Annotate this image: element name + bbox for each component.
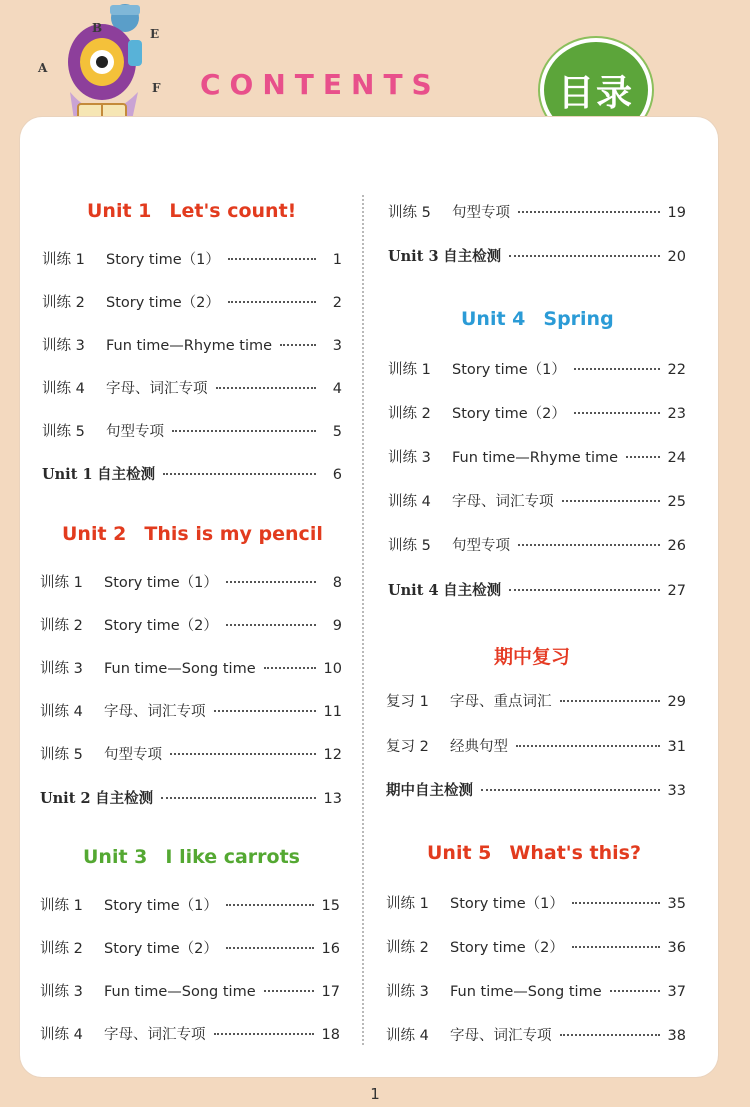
entry-page: 13 (323, 791, 342, 807)
entry-label: 训练 5 (388, 205, 431, 221)
leader-dots (509, 589, 659, 591)
entry-label: 训练 1 (388, 362, 431, 378)
entry-title: Story time（2） (450, 940, 564, 956)
entry-label: 训练 5 (40, 747, 83, 763)
entry-title: Fun time—Rhyme time (452, 450, 619, 466)
unit-2-label: Unit 2 (62, 523, 127, 545)
unit-2-name: This is my pencil (144, 523, 323, 545)
unit-4-label: Unit 4 (461, 308, 526, 330)
toc-entry[interactable] (40, 657, 342, 678)
entry-label: 训练 4 (42, 381, 85, 397)
toc-entry[interactable] (40, 571, 342, 592)
entry-label: 训练 4 (386, 1028, 429, 1044)
leader-dots (226, 904, 314, 906)
entry-label: 训练 3 (388, 450, 431, 466)
toc-entry[interactable] (388, 534, 686, 555)
entry-title: Story time（2） (452, 406, 566, 422)
entry-page: 12 (323, 747, 342, 763)
leader-dots (226, 581, 316, 583)
unit-1-heading (87, 200, 296, 222)
toc-entry[interactable] (388, 490, 686, 511)
entry-label: Unit 3 (388, 248, 439, 265)
unit-4-heading (461, 308, 614, 330)
entry-title: 字母、词汇专项 (104, 704, 206, 720)
entry-page: 33 (667, 783, 686, 799)
leader-dots (574, 412, 660, 414)
unit-3-name: I like carrots (165, 846, 300, 868)
entry-page: 19 (667, 205, 686, 221)
entry-label: 训练 3 (40, 661, 83, 677)
leader-dots (516, 745, 660, 747)
entry-page: 27 (667, 583, 686, 599)
toc-entry[interactable] (386, 1024, 686, 1045)
entry-label: 训练 2 (42, 295, 85, 311)
entry-label: 训练 3 (386, 984, 429, 1000)
entry-page: 8 (332, 575, 342, 591)
entry-title: Fun time—Song time (450, 984, 602, 1000)
leader-dots (170, 753, 316, 755)
toc-entry[interactable] (386, 892, 686, 913)
entry-title: 句型专项 (452, 205, 510, 221)
toc-entry[interactable] (42, 248, 342, 269)
entry-title: Story time（2） (106, 295, 220, 311)
entry-label: 训练 5 (42, 424, 85, 440)
entry-page: 2 (332, 295, 342, 311)
leader-dots (562, 500, 660, 502)
leader-dots (560, 700, 660, 702)
mascot-letter-e: E (150, 27, 160, 41)
leader-dots (161, 797, 315, 799)
unit-3-heading (83, 846, 300, 868)
leader-dots (518, 544, 660, 546)
entry-label: Unit 1 (42, 466, 93, 483)
leader-dots (518, 211, 660, 213)
entry-title: Story time（2） (104, 618, 218, 634)
leader-dots (163, 473, 316, 475)
entry-page: 16 (321, 941, 340, 957)
toc-entry[interactable] (40, 937, 340, 958)
leader-dots (264, 990, 314, 992)
leader-dots (264, 667, 316, 669)
leader-dots (228, 258, 316, 260)
entry-label: 训练 2 (40, 941, 83, 957)
leader-dots (216, 387, 317, 389)
entry-title: 经典句型 (450, 739, 508, 755)
toc-entry[interactable] (388, 446, 686, 467)
leader-dots (226, 624, 316, 626)
entry-page: 18 (321, 1027, 340, 1043)
entry-title: 句型专项 (104, 747, 162, 763)
entry-title: Story time（1） (450, 896, 564, 912)
toc-entry[interactable] (386, 735, 686, 756)
toc-entry[interactable] (386, 690, 686, 711)
entry-page: 38 (667, 1028, 686, 1044)
leader-dots (226, 947, 314, 949)
entry-page: 26 (667, 538, 686, 554)
toc-entry[interactable] (42, 377, 342, 398)
toc-entry[interactable] (42, 420, 342, 441)
toc-entry[interactable] (386, 936, 686, 957)
leader-dots (574, 368, 660, 370)
entry-label: 复习 1 (386, 694, 429, 710)
entry-page: 24 (667, 450, 686, 466)
leader-dots (572, 946, 660, 948)
column-divider (362, 195, 364, 1045)
unit-1-label: Unit 1 (87, 200, 152, 222)
toc-entry[interactable] (40, 743, 342, 764)
entry-title: Story time（2） (104, 941, 218, 957)
entry-label: Unit 2 (40, 790, 91, 807)
toc-entry[interactable] (40, 894, 340, 915)
entry-title: 自主检测 (443, 582, 502, 599)
entry-title: 自主检测 (443, 248, 502, 265)
leader-dots (172, 430, 316, 432)
entry-label: 复习 2 (386, 739, 429, 755)
entry-title: Story time（1） (106, 252, 220, 268)
mascot-letter-a: A (38, 61, 48, 75)
leader-dots (572, 902, 660, 904)
toc-entry-self-check[interactable] (40, 787, 342, 808)
entry-page: 37 (667, 984, 686, 1000)
page-number: 1 (370, 1085, 380, 1103)
leader-dots (509, 255, 659, 257)
entry-label: 训练 1 (40, 898, 83, 914)
leader-dots (560, 1034, 660, 1036)
entry-title: 句型专项 (106, 424, 164, 440)
entry-label: 训练 4 (40, 1027, 83, 1043)
entry-label: 训练 4 (388, 494, 431, 510)
entry-label: 训练 1 (40, 575, 83, 591)
entry-label: 训练 4 (40, 704, 83, 720)
unit-4-name: Spring (543, 308, 614, 330)
page-title: CONTENTS (200, 68, 441, 101)
toc-entry[interactable] (40, 700, 342, 721)
unit-5-heading (427, 842, 641, 864)
mascot-letter-f: F (152, 81, 161, 95)
entry-title: Fun time—Song time (104, 984, 256, 1000)
entry-page: 9 (332, 618, 342, 634)
unit-2-heading (62, 523, 323, 545)
toc-entry-self-check[interactable] (42, 463, 342, 484)
entry-page: 1 (332, 252, 342, 268)
entry-page: 35 (667, 896, 686, 912)
leader-dots (214, 1033, 314, 1035)
entry-label: 训练 2 (386, 940, 429, 956)
entry-title: 字母、词汇专项 (104, 1027, 206, 1043)
toc-entry[interactable] (388, 201, 686, 222)
contents-badge: 目录 (540, 38, 652, 142)
toc-entry[interactable] (386, 980, 686, 1001)
entry-title: Story time（1） (104, 898, 218, 914)
entry-label: Unit 4 (388, 582, 439, 599)
entry-title: 字母、重点词汇 (450, 694, 552, 710)
entry-title: 自主检测 (97, 466, 156, 483)
midterm-heading: 期中复习 (494, 646, 571, 668)
entry-label: 训练 5 (388, 538, 431, 554)
entry-title: Story time（1） (104, 575, 218, 591)
toc-entry-midterm-check[interactable] (386, 779, 686, 800)
unit-5-name: What's this? (509, 842, 641, 864)
entry-page: 31 (667, 739, 686, 755)
entry-label: 训练 2 (388, 406, 431, 422)
leader-dots (481, 789, 660, 791)
toc-entry[interactable] (42, 334, 342, 355)
entry-label: 训练 2 (40, 618, 83, 634)
entry-title: Fun time—Song time (104, 661, 256, 677)
leader-dots (280, 344, 316, 346)
leader-dots (626, 456, 659, 458)
toc-entry[interactable] (40, 614, 342, 635)
toc-entry[interactable] (388, 358, 686, 379)
entry-page: 17 (321, 984, 340, 1000)
toc-entry-self-check[interactable] (388, 579, 686, 600)
entry-page: 20 (667, 249, 686, 265)
mascot-letter-b: B (92, 21, 103, 35)
entry-label: 训练 3 (42, 338, 85, 354)
entry-page: 15 (321, 898, 340, 914)
entry-label: 训练 3 (40, 984, 83, 1000)
toc-entry[interactable] (40, 980, 340, 1001)
entry-page: 29 (667, 694, 686, 710)
entry-page: 22 (667, 362, 686, 378)
unit-3-label: Unit 3 (83, 846, 148, 868)
entry-title: 字母、词汇专项 (452, 494, 554, 510)
entry-page: 23 (667, 406, 686, 422)
entry-title: 期中自主检测 (386, 783, 473, 799)
toc-entry[interactable] (40, 1023, 340, 1044)
entry-page: 36 (667, 940, 686, 956)
entry-page: 10 (323, 661, 342, 677)
entry-label: 训练 1 (42, 252, 85, 268)
entry-page: 11 (323, 704, 342, 720)
entry-title: 自主检测 (95, 790, 154, 807)
leader-dots (228, 301, 316, 303)
toc-entry[interactable] (42, 291, 342, 312)
leader-dots (214, 710, 316, 712)
entry-page: 25 (667, 494, 686, 510)
entry-title: 字母、词汇专项 (106, 381, 208, 397)
entry-page: 5 (332, 424, 342, 440)
entry-page: 4 (332, 381, 342, 397)
entry-title: Fun time—Rhyme time (106, 338, 273, 354)
entry-title: 句型专项 (452, 538, 510, 554)
entry-title: 字母、词汇专项 (450, 1028, 552, 1044)
entry-page: 3 (332, 338, 342, 354)
toc-entry[interactable] (388, 402, 686, 423)
unit-5-label: Unit 5 (427, 842, 492, 864)
entry-title: Story time（1） (452, 362, 566, 378)
entry-page: 6 (332, 467, 342, 483)
toc-entry-self-check[interactable] (388, 245, 686, 266)
unit-1-name: Let's count! (169, 200, 297, 222)
entry-label: 训练 1 (386, 896, 429, 912)
leader-dots (610, 990, 660, 992)
